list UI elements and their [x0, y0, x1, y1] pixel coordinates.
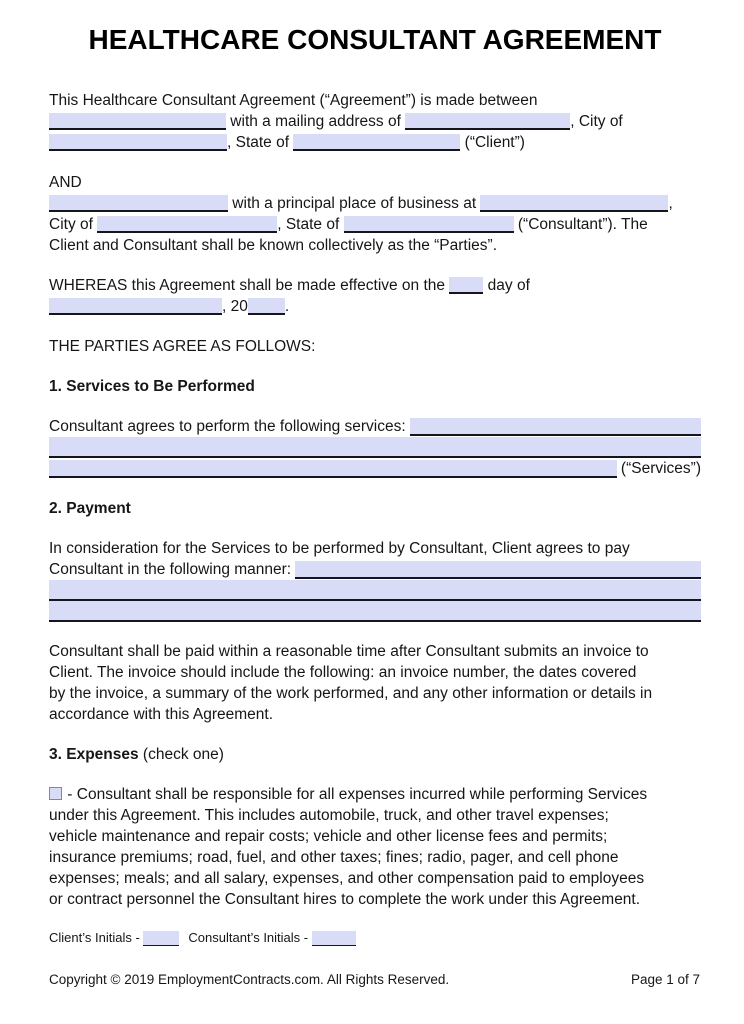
- consultant-text-4: Client and Consultant shall be known collectively as the “Parties”.: [49, 237, 498, 254]
- effective-month-field[interactable]: [49, 298, 222, 315]
- intro-text-1: This Healthcare Consultant Agreement (“Agreement”) is made between: [49, 92, 538, 109]
- invoice-paragraph: [49, 641, 701, 725]
- and-label: AND: [49, 174, 82, 191]
- whereas-text-2a: , 20: [222, 298, 248, 315]
- payment-line-1: [49, 538, 701, 559]
- consultant-text-3b: , State of: [277, 216, 344, 233]
- payment-manner-field-2[interactable]: [49, 580, 701, 601]
- effective-year-field[interactable]: [248, 298, 285, 315]
- payment-paragraph: [49, 538, 701, 622]
- page-title: HEALTHCARE CONSULTANT AGREEMENT: [88, 24, 662, 55]
- invoice-text-3: by the invoice, a summary of the work performed, and any other information or details in: [49, 685, 653, 702]
- copyright-text: Copyright © 2019 EmploymentContracts.com. All Rights Reserved.: [49, 972, 450, 987]
- client-name-field[interactable]: [49, 113, 226, 130]
- expenses-option-checkbox[interactable]: [49, 787, 62, 800]
- initials-row: [49, 929, 356, 947]
- client-state-field[interactable]: [293, 134, 460, 151]
- intro-line-1: [49, 90, 701, 111]
- payment-manner-field-1[interactable]: [295, 561, 701, 579]
- consultant-line-4: [49, 235, 701, 256]
- consultant-business-address-field[interactable]: [480, 195, 668, 212]
- intro-text-3a: , State of: [227, 134, 294, 151]
- expenses-heading-block: [49, 744, 701, 765]
- consultant-paragraph: [49, 172, 701, 256]
- invoice-line-2: [49, 662, 701, 683]
- expenses-line-1: [49, 784, 701, 805]
- invoice-line-1: [49, 641, 701, 662]
- consultant-text-2b: ,: [668, 195, 673, 212]
- whereas-text-2b: .: [284, 298, 290, 315]
- consultant-text-3c: (“Consultant”). The: [513, 216, 648, 233]
- services-line-3: [49, 458, 701, 479]
- payment-text-1: In consideration for the Services to be performed by Consultant, Client agrees to pay: [49, 540, 630, 557]
- invoice-text-1: Consultant shall be paid within a reasonable time after Consultant submits an invoice to: [49, 643, 649, 660]
- consultant-line-3: [49, 214, 701, 235]
- consultant-initials-label: Consultant’s Initials -: [188, 930, 312, 945]
- client-mailing-address-field[interactable]: [405, 113, 570, 130]
- payment-text-2: Consultant in the following manner:: [49, 561, 296, 578]
- intro-text-3b: (“Client”): [460, 134, 525, 151]
- invoice-text-4: accordance with this Agreement.: [49, 706, 274, 723]
- expenses-heading-rest: (check one): [138, 746, 224, 763]
- whereas-line-2: [49, 296, 701, 317]
- expenses-line-4: [49, 847, 701, 868]
- expenses-line-6: [49, 889, 701, 910]
- expenses-heading-bold: 3. Expenses: [49, 746, 139, 763]
- expenses-text-4: insurance premiums; road, fuel, and other taxes; fines; radio, pager, and cell phone: [49, 849, 619, 866]
- payment-line-2: [49, 559, 701, 580]
- services-tail-text: (“Services”): [616, 460, 701, 477]
- whereas-paragraph: [49, 275, 701, 317]
- agree-heading-block: [49, 336, 701, 357]
- consultant-name-field[interactable]: [49, 195, 228, 212]
- expenses-text-3: vehicle maintenance and repair costs; vehicle and other license fees and permits;: [49, 828, 608, 845]
- services-heading-block: [49, 376, 701, 397]
- whereas-text-1b: day of: [483, 277, 530, 294]
- invoice-line-4: [49, 704, 701, 725]
- services-paragraph: [49, 416, 701, 479]
- expenses-line-2: [49, 805, 701, 826]
- client-initials-label: Client’s Initials -: [49, 930, 144, 945]
- whereas-line-1: [49, 275, 701, 296]
- services-heading-text: 1. Services to Be Performed: [49, 378, 255, 395]
- agree-heading-text: THE PARTIES AGREE AS FOLLOWS:: [49, 338, 316, 355]
- intro-paragraph: [49, 90, 701, 153]
- page-number: Page 1 of 7: [630, 972, 700, 987]
- expenses-text-1: - Consultant shall be responsible for all expenses incurred while performing Services: [63, 786, 648, 803]
- services-field-2[interactable]: [49, 437, 701, 458]
- client-city-field[interactable]: [49, 134, 227, 151]
- payment-heading-block: [49, 498, 701, 519]
- client-initials-field[interactable]: [143, 931, 179, 946]
- payment-manner-field-3[interactable]: [49, 601, 701, 622]
- payment-heading-text: 2. Payment: [49, 500, 131, 517]
- invoice-line-3: [49, 683, 701, 704]
- effective-day-field[interactable]: [449, 277, 483, 294]
- agree-heading: [49, 336, 701, 357]
- intro-text-2b: , City of: [570, 113, 623, 130]
- consultant-line-2: [49, 193, 701, 214]
- services-heading: [49, 376, 701, 397]
- expenses-line-3: [49, 826, 701, 847]
- consultant-state-field[interactable]: [344, 216, 514, 233]
- expenses-option-paragraph: [49, 784, 701, 910]
- expenses-line-5: [49, 868, 701, 889]
- services-field-1[interactable]: [410, 418, 701, 436]
- consultant-text-2a: with a principal place of business at: [228, 195, 481, 212]
- payment-heading: [49, 498, 701, 519]
- whereas-text-1a: WHEREAS this Agreement shall be made effective on the: [49, 277, 450, 294]
- invoice-text-2: Client. The invoice should include the following: an invoice number, the dates covered: [49, 664, 637, 681]
- expenses-text-2: under this Agreement. This includes automobile, truck, and other travel expenses;: [49, 807, 609, 824]
- footer-row: [49, 971, 700, 989]
- intro-line-2: [49, 111, 701, 132]
- intro-text-2a: with a mailing address of: [226, 113, 406, 130]
- consultant-city-field[interactable]: [97, 216, 277, 233]
- services-line-1: [49, 416, 701, 437]
- expenses-heading: [49, 744, 701, 765]
- intro-line-3: [49, 132, 701, 153]
- expenses-text-6: or contract personnel the Consultant hires to complete the work under this Agreement.: [49, 891, 641, 908]
- expenses-text-5: expenses; meals; and all salary, expenses, and other compensation paid to employees: [49, 870, 645, 887]
- consultant-initials-field[interactable]: [312, 931, 356, 946]
- services-field-3[interactable]: [49, 460, 617, 478]
- consultant-text-3a: City of: [49, 216, 98, 233]
- and-label-line: [49, 172, 701, 193]
- services-lead-text: Consultant agrees to perform the following services:: [49, 418, 410, 435]
